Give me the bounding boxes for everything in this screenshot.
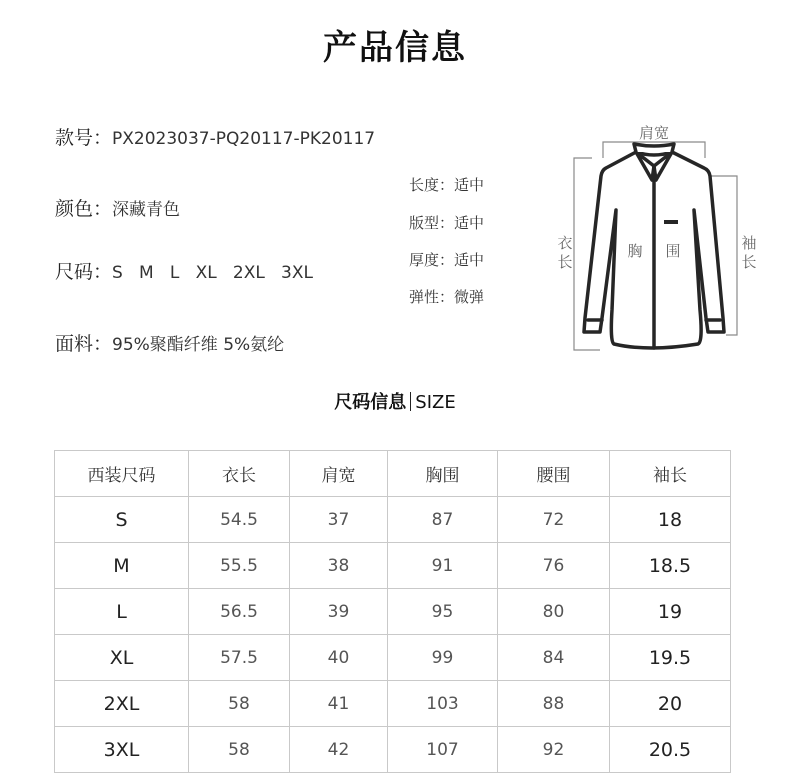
fabric-label: 面料： <box>55 333 113 355</box>
cell-length: 58 <box>189 727 290 773</box>
header-size: 西装尺码 <box>55 451 189 497</box>
shoulder-label: 肩宽 <box>638 124 670 142</box>
cell-length: 58 <box>189 681 290 727</box>
header-chest: 胸围 <box>388 451 498 497</box>
header-shoulder: 肩宽 <box>290 451 388 497</box>
header-length: 衣长 <box>189 451 290 497</box>
cell-shoulder: 38 <box>290 543 388 589</box>
spec-elasticity-label: 弹性： <box>409 288 455 306</box>
sleeve-label-bottom: 长 <box>741 253 757 271</box>
title-divider <box>410 392 411 411</box>
spec-thickness <box>409 249 484 270</box>
cell-waist: 76 <box>498 543 610 589</box>
cell-length: 54.5 <box>189 497 290 543</box>
spec-length <box>409 174 484 195</box>
shirt-diagram-svg <box>548 120 768 360</box>
cell-waist: 72 <box>498 497 610 543</box>
cell-size: L <box>55 589 189 635</box>
cell-length: 57.5 <box>189 635 290 681</box>
cell-shoulder: 40 <box>290 635 388 681</box>
fabric-value: 95%聚酯纤维 5%氨纶 <box>112 335 285 355</box>
spec-thickness-value: 适中 <box>454 251 485 269</box>
length-label-top: 衣 <box>557 234 573 252</box>
fabric-row <box>55 329 284 356</box>
spec-length-value: 适中 <box>454 176 485 194</box>
cell-shoulder: 37 <box>290 497 388 543</box>
table-header-row <box>55 451 731 497</box>
cell-waist: 80 <box>498 589 610 635</box>
cell-size: S <box>55 497 189 543</box>
cell-size: 2XL <box>55 681 189 727</box>
cell-sleeve: 20 <box>610 681 731 727</box>
cell-waist: 92 <box>498 727 610 773</box>
cell-waist: 84 <box>498 635 610 681</box>
size-table <box>54 450 731 773</box>
spec-elasticity <box>409 286 484 307</box>
spec-length-label: 长度： <box>409 176 455 194</box>
page-title: 产品信息 <box>323 28 467 68</box>
shirt-measurement-diagram <box>548 120 768 360</box>
spec-fit-label: 版型： <box>409 214 455 232</box>
cell-length: 56.5 <box>189 589 290 635</box>
sleeve-label-top: 袖 <box>741 234 757 252</box>
table-row <box>55 727 731 773</box>
cell-chest: 107 <box>388 727 498 773</box>
table-row <box>55 497 731 543</box>
cell-chest: 91 <box>388 543 498 589</box>
cell-size: 3XL <box>55 727 189 773</box>
style-number-label: 款号： <box>55 127 113 149</box>
cell-chest: 103 <box>388 681 498 727</box>
chest-label-left: 胸 <box>627 242 643 260</box>
cell-shoulder: 39 <box>290 589 388 635</box>
color-value: 深藏青色 <box>112 200 181 220</box>
cell-shoulder: 42 <box>290 727 388 773</box>
style-number-row <box>55 123 375 150</box>
cell-sleeve: 18.5 <box>610 543 731 589</box>
length-label-bottom: 长 <box>557 253 573 271</box>
shirt-icon <box>584 144 724 348</box>
table-row <box>55 635 731 681</box>
cell-length: 55.5 <box>189 543 290 589</box>
header-sleeve: 袖长 <box>610 451 731 497</box>
sizes-row <box>55 257 313 284</box>
sizes-value: S M L XL 2XL 3XL <box>112 263 313 283</box>
size-title-cn: 尺码信息 <box>334 392 407 413</box>
size-title-en: SIZE <box>415 392 456 413</box>
spec-elasticity-value: 微弹 <box>454 288 485 306</box>
cell-size: XL <box>55 635 189 681</box>
cell-size: M <box>55 543 189 589</box>
spec-thickness-label: 厚度： <box>409 251 455 269</box>
spec-fit <box>409 212 484 233</box>
table-row <box>55 681 731 727</box>
table-row <box>55 543 731 589</box>
color-label: 颜色： <box>55 198 113 220</box>
chest-label-right: 围 <box>665 242 681 260</box>
header-waist: 腰围 <box>498 451 610 497</box>
cell-sleeve: 19 <box>610 589 731 635</box>
cell-chest: 95 <box>388 589 498 635</box>
spec-fit-value: 适中 <box>454 214 485 232</box>
sizes-label: 尺码： <box>55 261 113 283</box>
size-section-title <box>0 388 790 414</box>
cell-sleeve: 19.5 <box>610 635 731 681</box>
cell-shoulder: 41 <box>290 681 388 727</box>
table-row <box>55 589 731 635</box>
cell-chest: 99 <box>388 635 498 681</box>
cell-sleeve: 18 <box>610 497 731 543</box>
cell-chest: 87 <box>388 497 498 543</box>
cell-sleeve: 20.5 <box>610 727 731 773</box>
style-number-value: PX2023037-PQ20117-PK20117 <box>112 129 376 149</box>
cell-waist: 88 <box>498 681 610 727</box>
color-row <box>55 194 180 221</box>
